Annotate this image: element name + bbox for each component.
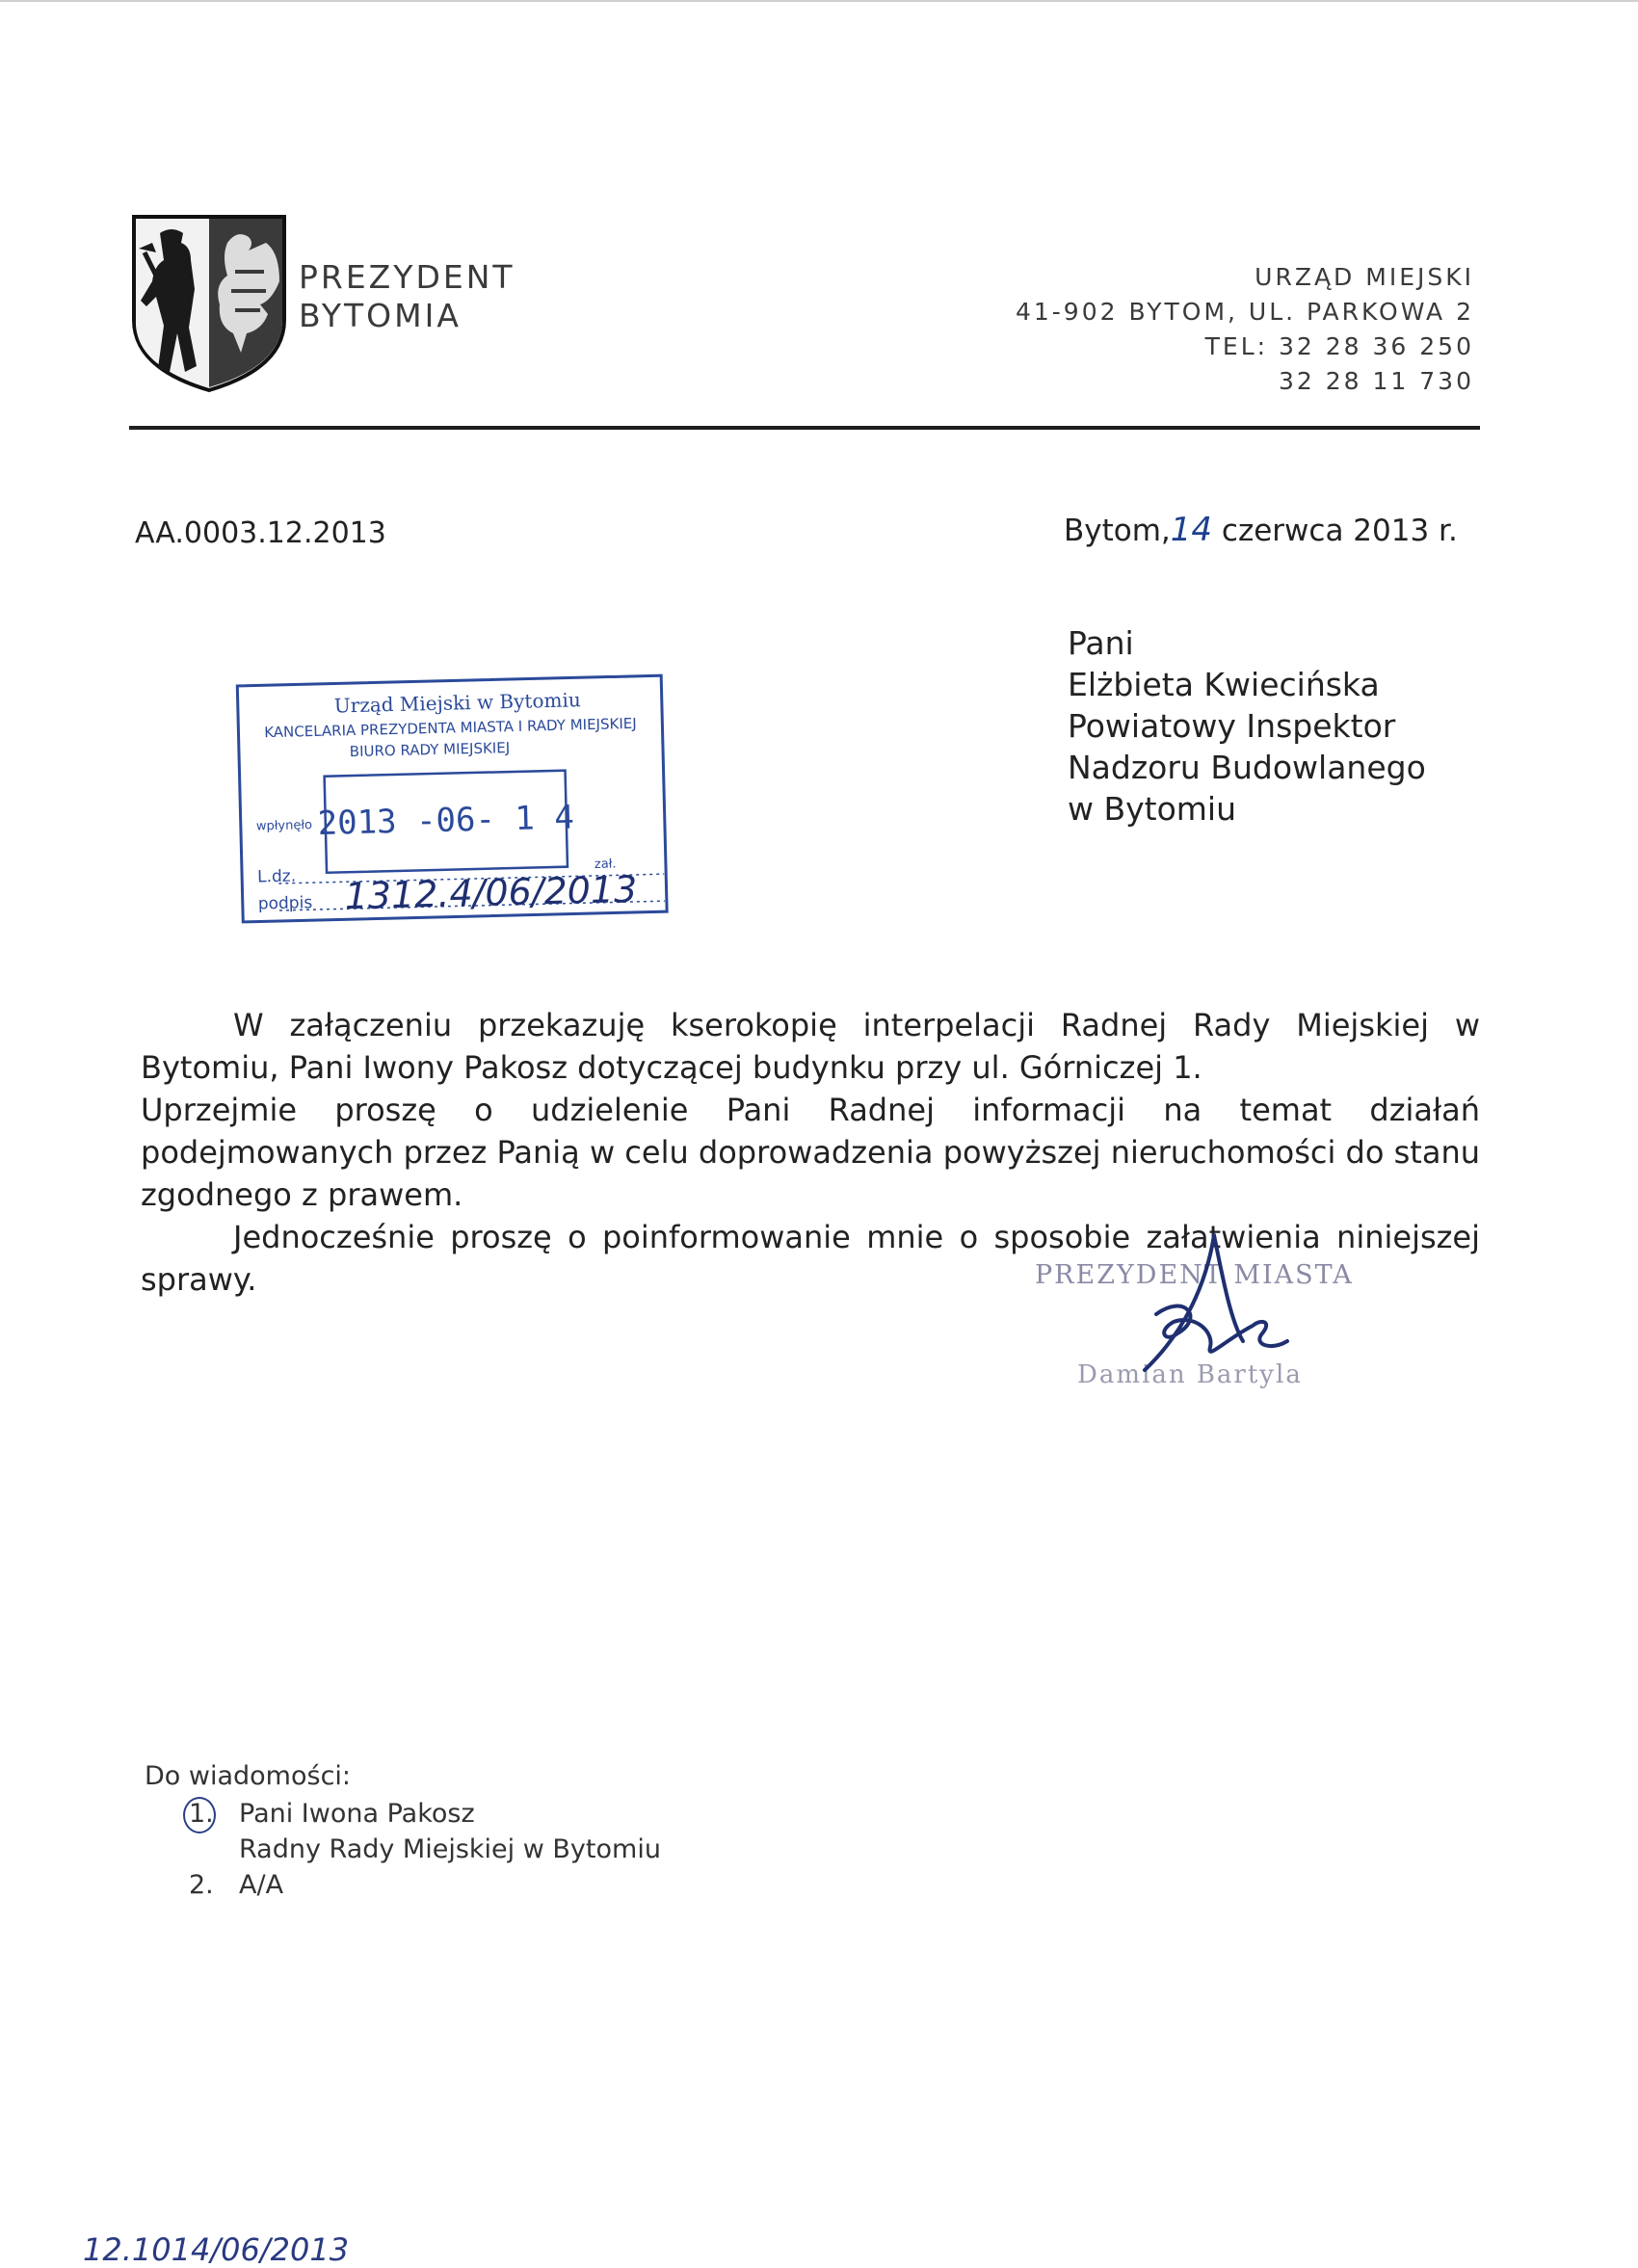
cc-item-number-text: 1. (189, 1799, 214, 1829)
body-paragraph: Uprzejmie proszę o udzielenie Pani Radnej informacji na temat działań podejmowanych przez Panią w celu doprowadzenia powyższej nieruchomości do stanu zgodnego z prawem. (141, 1092, 1480, 1213)
stamp-podpis-label: podpis (257, 893, 313, 914)
stamp-line3: BIURO RADY MIEJSKIEJ (349, 739, 511, 761)
reference-number: AA.0003.12.2013 (135, 516, 386, 550)
recipient-line: Nadzoru Budowlanego (1068, 749, 1426, 786)
cc-title: Do wiadomości: (145, 1761, 352, 1791)
stamp-received-label: wpłynęło (255, 818, 313, 834)
registry-stamp (235, 664, 678, 927)
recipient-block (1068, 622, 1426, 830)
stamp-line1: Urząd Miejski w Bytomiu (333, 688, 581, 718)
recipient-line: Elżbieta Kwiecińska (1068, 666, 1380, 703)
handwritten-circle-icon (183, 1797, 216, 1833)
cc-item-line1: Pani Iwona Pakosz (239, 1799, 475, 1829)
signature-name: Damian Bartyla (1077, 1360, 1303, 1389)
recipient-line: Powiatowy Inspektor (1068, 707, 1396, 745)
cc-list (189, 1796, 661, 1903)
date-rest: czerwca 2013 r. (1221, 514, 1458, 548)
contact-block (1016, 260, 1474, 399)
date-day-handwritten: 14 (1170, 511, 1213, 549)
cc-item-number (189, 1796, 239, 1867)
institution-name: URZĄD MIEJSKI (1255, 263, 1474, 291)
body-paragraph: Jednocześnie proszę o poinformowanie mnie o sposobie załatwienia niniejszej sprawy. (141, 1219, 1480, 1298)
recipient-line: Pani (1068, 624, 1134, 662)
signature-title: PREZYDENT MIASTA (1035, 1260, 1354, 1290)
city-coat-of-arms-icon (131, 214, 287, 393)
stamp-zal-label: zał. (594, 857, 617, 872)
stamp-handwritten-number: 1312.4/06/2013 (344, 867, 638, 918)
date-city: Bytom, (1064, 514, 1171, 548)
telephone-1: TEL: 32 28 36 250 (1204, 332, 1474, 360)
handwritten-signature-icon (1118, 1226, 1310, 1380)
address: 41-902 BYTOM, UL. PARKOWA 2 (1015, 298, 1474, 326)
recipient-line: w Bytomiu (1068, 790, 1237, 828)
stamp-received-date: 2013 -06- 1 4 (317, 798, 575, 843)
office-name-line1: PREZYDENT (299, 258, 515, 296)
footer-handwritten-number: 12.1014/06/2013 (83, 2231, 350, 2268)
letterhead-divider (129, 426, 1480, 430)
cc-item (189, 1796, 661, 1867)
cc-item-line1: A/A (239, 1870, 284, 1900)
stamp-ldz-label: L.dz. (256, 866, 297, 887)
cc-item-number: 2. (189, 1870, 214, 1900)
cc-item-text (239, 1796, 661, 1867)
stamp-line2: KANCELARIA PREZYDENTA MIASTA I RADY MIEJSKIEJ (263, 714, 637, 742)
office-name (299, 258, 515, 335)
cc-item-line2: Radny Rady Miejskiej w Bytomiu (239, 1834, 661, 1864)
cc-item (189, 1867, 661, 1903)
telephone-2: 32 28 11 730 (1279, 367, 1474, 395)
body-paragraph: W załączeniu przekazuję kserokopię interpelacji Radnej Rady Miejskiej w Bytomiu, Pani Iwony Pakosz dotyczącej budynku przy ul. Górniczej 1. (141, 1007, 1480, 1086)
scan-edge (0, 0, 1638, 2)
letter-date (1064, 511, 1458, 549)
office-name-line2: BYTOMIA (299, 297, 462, 334)
